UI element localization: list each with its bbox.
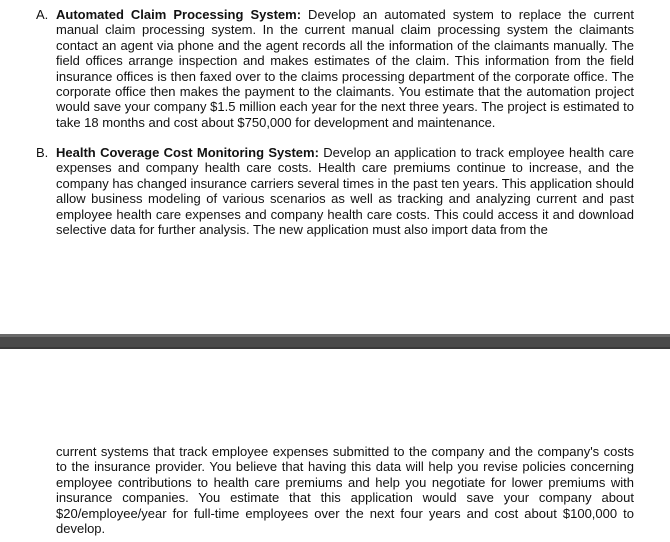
list-item-text bbox=[56, 7, 634, 130]
list-item-text bbox=[56, 145, 634, 237]
list-item-letter: A. bbox=[36, 7, 49, 22]
document-page-bottom bbox=[0, 349, 670, 542]
list-item-body: Develop an application to track employee health care expenses and company health care costs. Health care premiums continue to increase, and the company has changed insurance carriers several times in the past ten years. This application should allow business modeling of various scenarios as well as tracking and analyzing current and past employee health care expenses and company health care costs. This could access it and download selective data for further analysis. The new application must also import data from the bbox=[56, 145, 635, 238]
continuation-paragraph: current systems that track employee expenses submitted to the company and the company's costs to the insurance provider. You believe that having this data will help you revise policies concerning employee contributions to health care premiums and help you negotiate for lower premiums with insurance companies. You estimate that this application would save your company about $20/employee/year for full-time employees over the next four years and cost about $100,000 to develop. bbox=[56, 444, 634, 537]
list-item-body: Develop an automated system to replace the current manual claim processing system. In the current manual claim processing system the claimants contact an agent via phone and the agent records all the information of the claimants manually. The field offices arrange inspection and makes estimates of the claim. This information from the field insurance offices is then faxed over to the claims processing department of the corporate office. The corporate office then makes the payment to the claimants. You estimate that the automation project would save your company $1.5 million each year for the next three years. The project is estimated to take 18 months and cost about $750,000 for development and maintenance. bbox=[56, 7, 634, 130]
list-item-title: Health Coverage Cost Monitoring System: bbox=[56, 145, 319, 160]
list-item-letter: B. bbox=[36, 145, 49, 160]
page-break-divider bbox=[0, 334, 670, 349]
list-item-title: Automated Claim Processing System: bbox=[56, 7, 302, 22]
